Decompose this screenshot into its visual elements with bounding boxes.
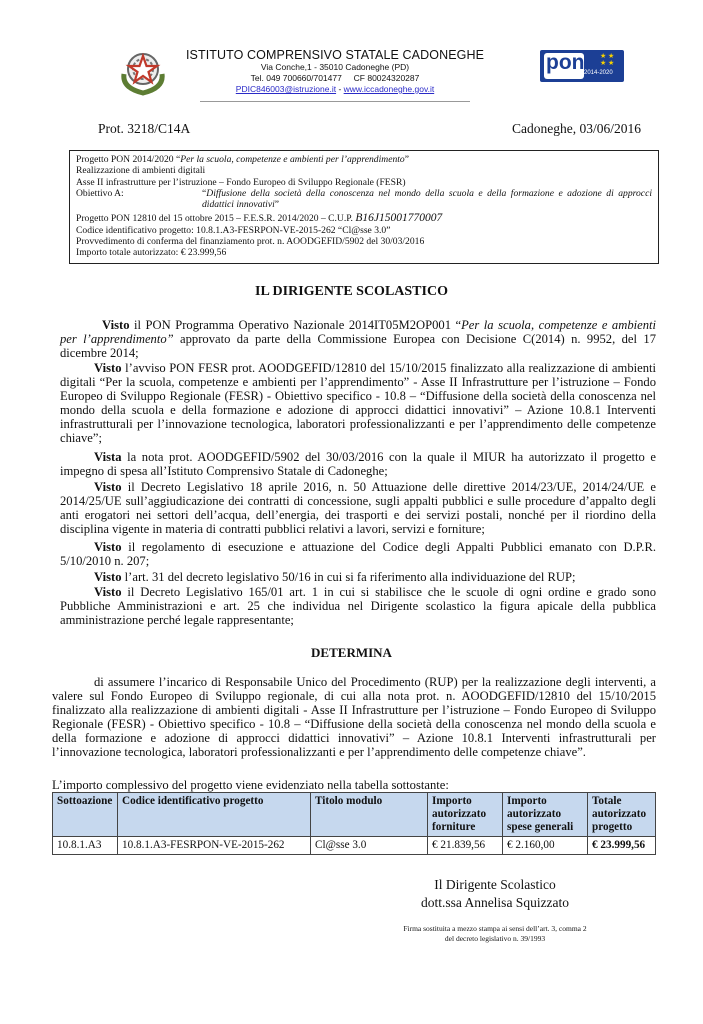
p5-text: il regolamento di esecuzione e attuazione del Codice degli Appalti Pubblici emanato con D.P.R. 5/10/2010 n. 207; [60,540,656,568]
p6-text: l’art. 31 del decreto legislativo 50/16 in cui si fa riferimento alla individuazione del RUP; [121,570,576,584]
visto-paragraph-1 [60,318,656,360]
cell-sottoazione: 10.8.1.A3 [53,837,118,855]
vista-label: Vista [94,450,122,464]
visto-label: Visto [94,570,122,584]
objective-text [202,188,652,211]
p4-text: il Decreto Legislativo 18 aprile 2016, n. 50 Attuazione delle direttive 2014/23/UE, 2014/24/UE e 2014/25/UE sull’aggiudicazione dei contratti di concessione, sugli appalti pubblici e sulle procedure d’appalto degli anti erogatori nei settori dell’acqua, dell’energia, dei trasporti e dei servizi postali, nonché per il riordino della disciplina vigente in materia di contratti pubblici relativi a lavori, servizi e forniture; [60,480,656,536]
visto-label: Visto [94,480,122,494]
signature-role: Il Dirigente Scolastico [434,877,556,892]
project-line5: Progetto PON 12810 del 15 ottobre 2015 – F.E.S.R. 2014/2020 – C.U.P. [76,213,356,225]
project-line3: Asse II infrastrutture per l’istruzione – Fondo Europeo di Sviluppo Regionale (FESR) [76,176,406,188]
signature-block [380,876,610,912]
p1-text-end: approvato da parte della Commissione Europea con Decisione C(2014) n. 9952, del 17 dicembre 2014; [60,332,656,360]
objective-open-quote: “ [202,187,207,199]
cell-totale: € 23.999,56 [588,837,656,855]
signature-note [360,924,630,944]
visto-paragraph-6 [60,570,656,584]
project-objective [76,188,652,211]
protocol-number: Prot. 3218/C14A [98,121,191,136]
budget-table [52,792,656,855]
p1-text: il PON Programma Operativo Nazionale 2014IT05M2OP001 “ [129,318,462,332]
cup-code: B16J15001770007 [355,212,443,225]
visto-paragraph-7 [60,585,656,627]
determina-heading: DETERMINA [311,645,392,660]
cell-importo-spese: € 2.160,00 [503,837,588,855]
table-header-row [53,793,656,837]
project-line8: Importo totale autorizzato: € 23.999,56 [76,247,227,259]
col-sottoazione: Sottoazione [53,793,118,837]
visto-label: Visto [94,540,122,554]
col-importo-spese: Importo autorizzato spese generali [503,793,588,837]
visto-paragraph-5 [60,540,656,568]
table-row [53,837,656,855]
col-importo-forniture: Importo autorizzato forniture [428,793,503,837]
project-line1-prefix: Progetto PON 2014/2020 “ [76,154,181,165]
col-codice: Codice identificativo progetto [118,793,311,837]
cell-importo-forniture: € 21.839,56 [428,837,503,855]
school-website-link[interactable]: www.iccadoneghe.gov.it [343,84,435,94]
visto-label: Visto [102,318,130,332]
objective-close-quote: ” [274,199,280,211]
determina-paragraph: di assumere l’incarico di Responsabile Unico del Procedimento (RUP) per la realizzazione degli interventi, a valere sul Fondo Europeo di Sviluppo regionale, di cui alla nota prot. n. AOODGEFID/12810 del 15/10/2015 finalizzato alla realizzazione di ambienti digitali - Asse II Infrastrutture per l’istruzione – Fondo Europeo di Sviluppo Regionale (FESR) - Obiettivo specifico - 10.8 – “Diffusione della società della conoscenza nel mondo della scuola e della formazione e adozione di approcci didattici innovativi” – Azione 10.8.1 Interventi infrastrutturali per l’innovazione tecnologica, laboratori professionalizzanti e per l’apprendimento delle competenze chiave”. [52,675,656,759]
project-line6: Codice identificativo progetto: 10.8.1.A3-FESRPON-VE-2015-262 “Cl@sse 3.0” [76,224,391,236]
project-line1-title: Per la scuola, competenze e ambienti per l’apprendimento [180,154,405,165]
school-phone: Tel. 049 700660/701477 CF 80024320287 [250,73,420,83]
school-address: Via Conche,1 - 35010 Cadoneghe (PD) [260,62,410,72]
place-date: Cadoneghe, 03/06/2016 [512,121,641,136]
school-name: ISTITUTO COMPRENSIVO STATALE CADONEGHE [185,48,485,62]
link-separator: - [336,84,344,94]
objective-text-body: Diffusione della società della conoscenza nel mondo della scuola e della formazione e adozione di approcci didattici innovativi [202,187,652,211]
cell-titolo: Cl@sse 3.0 [311,837,428,855]
p2-text: l’avviso PON FESR prot. AOODGEFID/12810 del 15/10/2015 finalizzato alla realizzazione di ambienti digitali “Per la scuola, competenze e ambienti per l’apprendimento” - Asse II Infrastrutture per l’istruzione – Fondo Europeo di Sviluppo Regionale (FESR) - Obiettivo specifico - 10.8 – “Diffusione della società della conoscenza nel mondo della scuola e della formazione e adozione di approcci didattici innovativi” – Azione 10.8.1 Interventi infrastrutturali per l’innovazione tecnologica, laboratori professionalizzanti e per l’apprendimento delle competenze chiave”; [60,361,656,445]
signature-note-line2: del decreto legislativo n. 39/1993 [444,934,546,943]
page-heading: IL DIRIGENTE SCOLASTICO [255,284,448,299]
objective-label: Obiettivo A: [76,187,124,199]
p7-text: il Decreto Legislativo 165/01 art. 1 in cui si stabilisce che le scuole di ogni ordine e grado sono Pubbliche Amministrazioni e art. 25 che individua nel Dirigente scolastico la figura apicale della pubblica amministrazione perché legale rappresentante; [60,585,656,627]
vista-paragraph-3 [60,450,656,478]
pon-logo-years: 2014-2020 [584,70,613,76]
cell-codice: 10.8.1.A3-FESRPON-VE-2015-262 [118,837,311,855]
pon-logo [540,50,624,82]
project-line7: Provvedimento di conferma del finanziamento prot. n. AOODGEFID/5902 del 30/03/2016 [76,236,425,248]
school-header [170,48,500,95]
school-email-link[interactable]: PDIC846003@istruzione.it [235,84,337,94]
p3-text: la nota prot. AOODGEFID/5902 del 30/03/2016 con la quale il MIUR ha autorizzato il progetto e impegno di spesa all’Istituto Comprensivo Statale di Cadoneghe; [60,450,656,478]
visto-paragraph-2 [60,361,656,445]
visto-label: Visto [94,585,122,599]
italian-republic-emblem-icon [118,44,168,96]
p1-title: Per la scuola, competenze e ambienti per l’apprendimento” [60,318,657,346]
pon-logo-text: pon [546,51,585,74]
signature-name: dott.ssa Annelisa Squizzato [420,895,570,910]
col-titolo: Titolo modulo [311,793,428,837]
signature-note-line1: Firma sostituita a mezzo stampa ai sensi dell’art. 3, comma 2 [403,924,587,933]
col-totale: Totale autorizzato progetto [588,793,656,837]
project-line1-suffix: ” [404,154,409,165]
eu-stars-icon: ★ ★ ★ ★ [600,52,615,67]
project-line2: Realizzazione di ambienti digitali [76,165,206,177]
table-intro: L’importo complessivo del progetto viene evidenziato nella tabella sottostante: [52,778,449,792]
header-divider [200,101,470,102]
visto-label: Visto [94,361,122,375]
project-info-box [69,150,659,264]
visto-paragraph-4 [60,480,656,536]
